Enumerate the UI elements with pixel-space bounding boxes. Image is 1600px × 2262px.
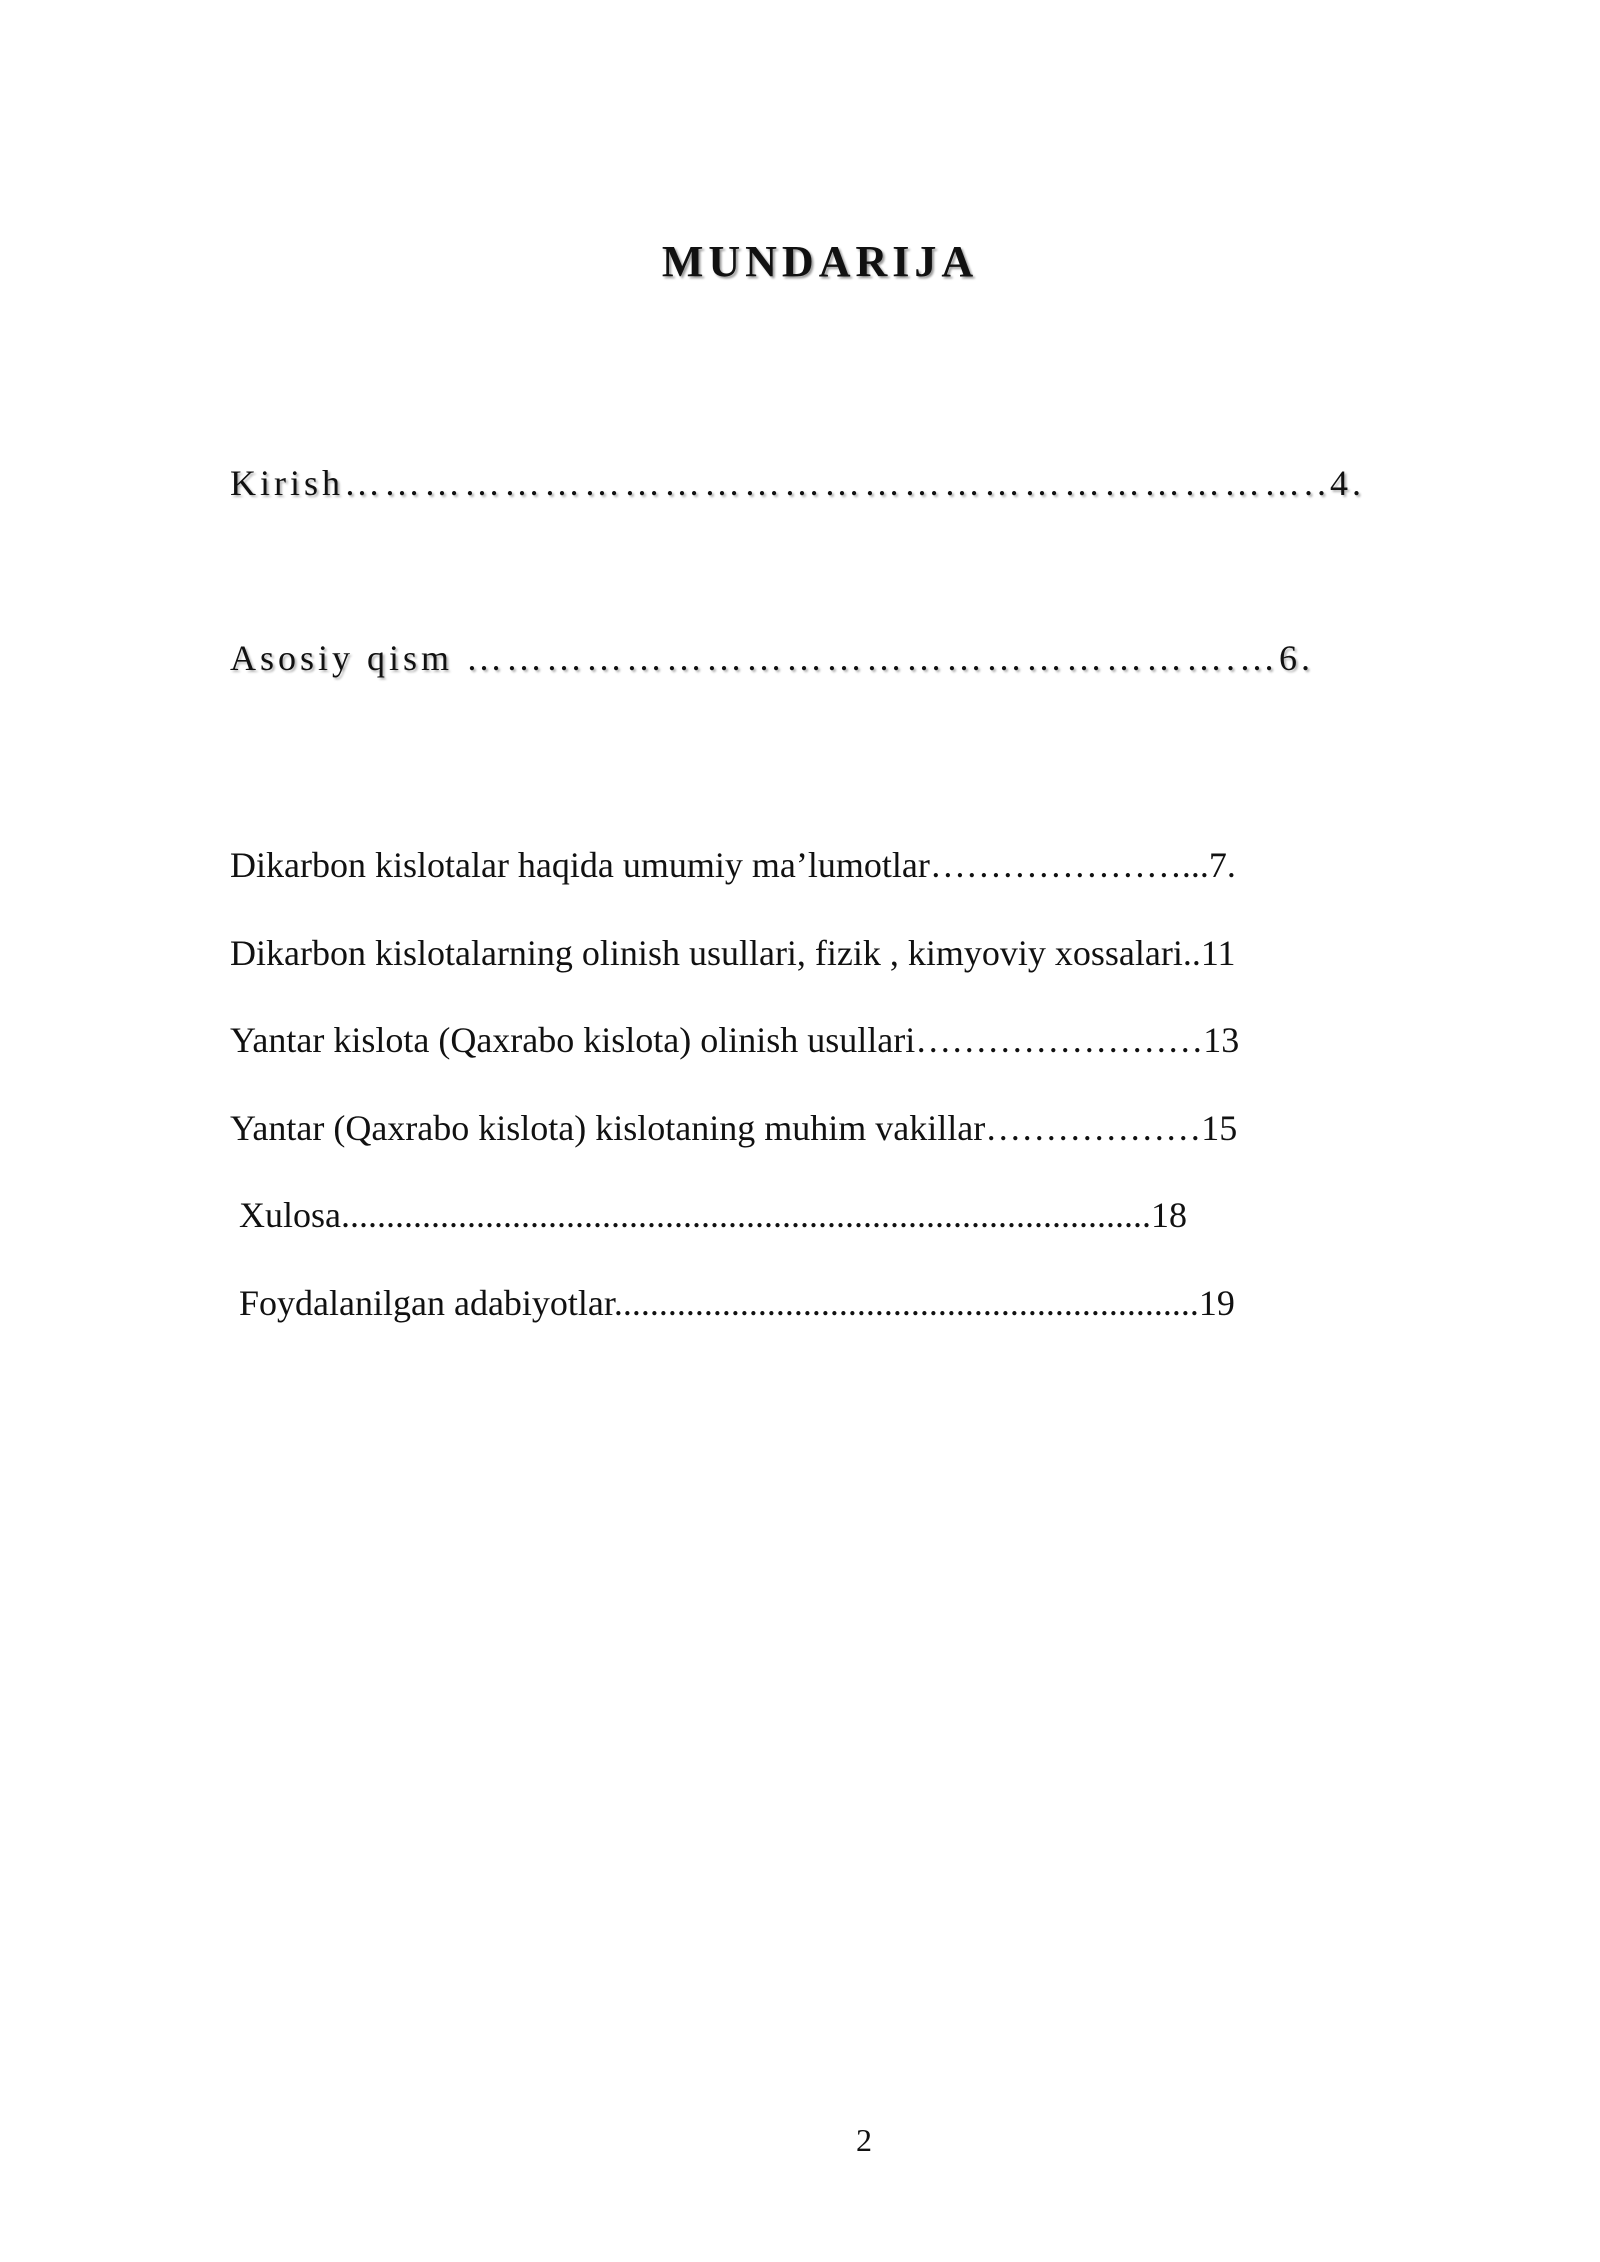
toc-entry-asosiy-qism: Asosiy qism ………………………………………………….…6. — [230, 638, 1315, 678]
toc-entry-adabiyotlar: Foydalanilgan adabiyotlar.................................................................19 — [239, 1283, 1235, 1323]
page-number: 2 — [856, 2122, 872, 2158]
toc-entry-xulosa: Xulosa..........................................................................................18 — [239, 1195, 1187, 1235]
toc-entry-yantar-vakillar: Yantar (Qaxrabo kislota) kislotaning muhim vakillar………………15 — [230, 1108, 1238, 1148]
toc-entry-umumiy-malumotlar: Dikarbon kislotalar haqida umumiy ma’lumotlar…………………...7. — [230, 845, 1236, 885]
toc-entry-yantar-olinish: Yantar kislota (Qaxrabo kislota) olinish usullari……………………13 — [230, 1020, 1240, 1060]
toc-entry-olinish-usullari-xossalari: Dikarbon kislotalarning olinish usullari, fizik , kimyoviy xossalari..11 — [230, 933, 1236, 973]
toc-entry-kirish: Kirish………………………………………………………………..4. — [230, 463, 1365, 503]
page-title: MUNDARIJA — [661, 237, 979, 286]
